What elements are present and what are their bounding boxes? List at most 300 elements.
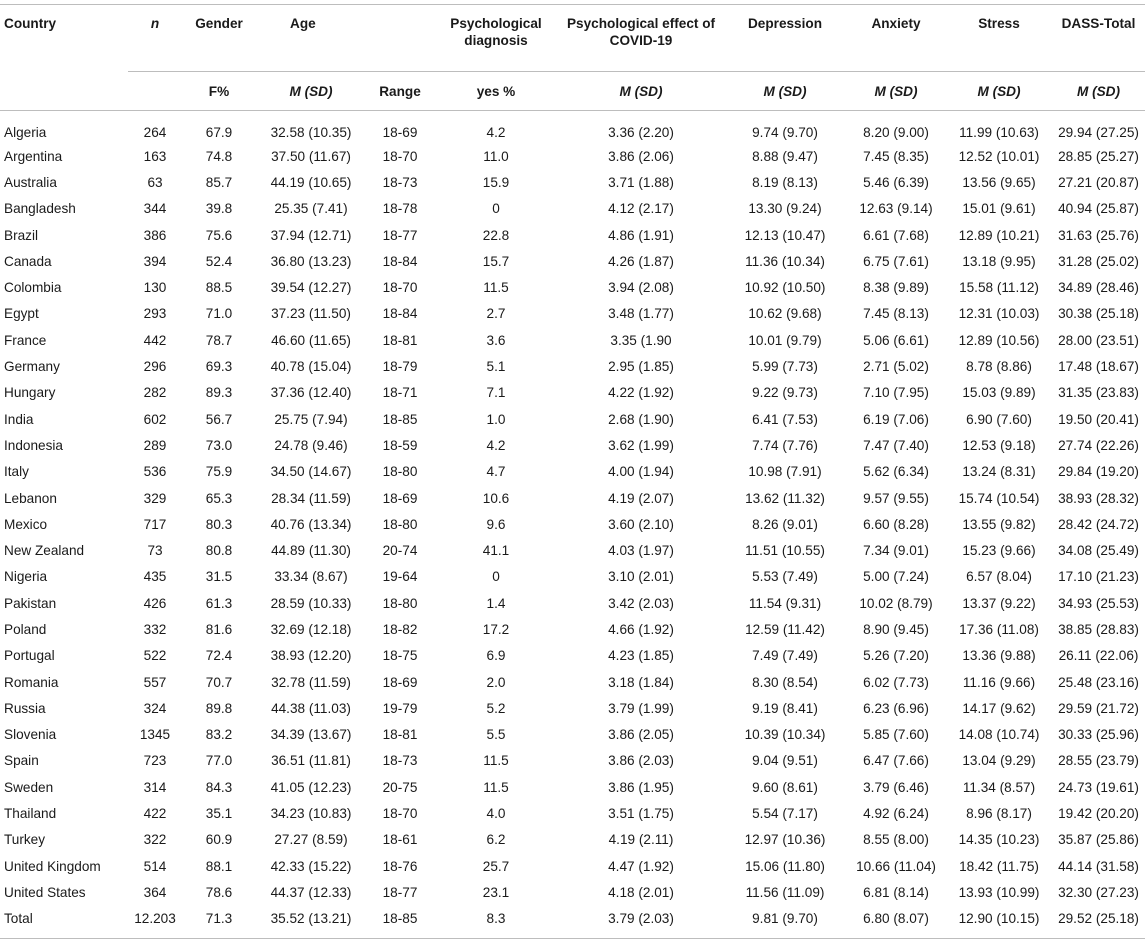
- cell-country: Russia: [4, 700, 46, 716]
- cell-country: Brazil: [4, 227, 38, 243]
- header-age: Age: [290, 16, 316, 31]
- cell-country: United States: [4, 884, 86, 900]
- cell-psych-effect: 2.68 (1.90): [608, 411, 674, 427]
- cell-n: 426: [143, 595, 167, 611]
- cell-depression: 7.49 (7.49): [752, 648, 818, 664]
- header-depression: Depression: [747, 16, 823, 31]
- cell-psych-effect: 3.60 (2.10): [608, 516, 674, 532]
- cell-psych-effect: 2.95 (1.85): [608, 359, 674, 375]
- cell-psych-diagnosis-yes: 22.8: [482, 227, 510, 243]
- cell-stress: 14.08 (10.74): [958, 727, 1040, 743]
- cell-gender-f-percent: 80.8: [205, 543, 233, 559]
- cell-country: Indonesia: [4, 437, 63, 453]
- cell-psych-effect: 3.86 (2.06): [608, 148, 674, 164]
- cell-psych-effect: 4.19 (2.11): [608, 832, 674, 848]
- cell-age-mean-sd: 25.75 (7.94): [274, 411, 348, 427]
- subheader-n-blank: [128, 72, 182, 111]
- cell-n: 63: [147, 174, 163, 190]
- subheader-gender: F%: [182, 72, 256, 111]
- cell-n: 723: [143, 753, 167, 769]
- cell-country: Portugal: [4, 648, 55, 664]
- cell-dass-total: 27.74 (22.26): [1058, 437, 1139, 453]
- cell-anxiety: 5.00 (7.24): [863, 569, 929, 585]
- cell-age-range: 19-79: [382, 700, 418, 716]
- cell-age-mean-sd: 41.05 (12.23): [270, 779, 352, 795]
- cell-age-mean-sd: 40.78 (15.04): [270, 359, 352, 375]
- cell-dass-total: 31.35 (23.83): [1058, 385, 1139, 401]
- cell-gender-f-percent: 89.3: [205, 385, 233, 401]
- cell-psych-diagnosis-yes: 4.0: [486, 806, 506, 822]
- cell-age-mean-sd: 34.39 (13.67): [270, 727, 352, 743]
- table-row: [0, 853, 1145, 879]
- cell-country: Sweden: [4, 779, 54, 795]
- cell-age-mean-sd: 32.78 (11.59): [271, 674, 351, 690]
- cell-n: 1345: [139, 727, 171, 743]
- header-gender: Gender: [195, 16, 243, 31]
- cell-country: Hungary: [4, 385, 56, 401]
- cell-age-range: 18-82: [382, 621, 418, 637]
- cell-gender-f-percent: 71.0: [205, 306, 233, 322]
- cell-age-range: 18-85: [382, 411, 418, 427]
- table-row: [0, 616, 1145, 642]
- cell-n: 557: [143, 674, 167, 690]
- cell-psych-effect: 4.00 (1.94): [608, 464, 674, 480]
- cell-psych-effect: 3.35 (1.90: [610, 332, 672, 348]
- cell-n: 314: [143, 779, 167, 795]
- cell-anxiety: 8.38 (9.89): [863, 280, 929, 296]
- cell-stress: 12.52 (10.01): [958, 148, 1040, 164]
- cell-dass-total: 29.94 (27.25): [1058, 124, 1139, 140]
- cell-dass-total: 38.85 (28.83): [1058, 621, 1139, 637]
- cell-psych-effect: 3.51 (1.75): [608, 806, 674, 822]
- cell-stress: 13.24 (8.31): [962, 464, 1036, 480]
- cell-age-range: 18-70: [382, 806, 418, 822]
- cell-stress: 8.96 (8.17): [966, 806, 1032, 822]
- cell-gender-f-percent: 88.5: [205, 280, 233, 296]
- cell-anxiety: 7.45 (8.35): [863, 148, 929, 164]
- cell-country: United Kingdom: [4, 858, 101, 874]
- cell-gender-f-percent: 80.3: [205, 516, 233, 532]
- cell-dass-total: 25.48 (23.16): [1058, 674, 1139, 690]
- cell-country: Nigeria: [4, 569, 48, 585]
- cell-psych-effect: 3.94 (2.08): [608, 280, 674, 296]
- cell-anxiety: 5.06 (6.61): [863, 332, 929, 348]
- cell-dass-total: 29.52 (25.18): [1058, 911, 1139, 927]
- cell-anxiety: 6.75 (7.61): [863, 253, 929, 269]
- header-n: n: [150, 16, 160, 31]
- cell-age-mean-sd: 37.36 (12.40): [270, 385, 352, 401]
- cell-country: Slovenia: [4, 727, 57, 743]
- cell-n: 332: [143, 621, 167, 637]
- cell-psych-diagnosis-yes: 1.0: [486, 411, 506, 427]
- cell-age-mean-sd: 39.54 (12.27): [270, 280, 352, 296]
- cell-psych-effect: 4.26 (1.87): [608, 253, 674, 269]
- cell-gender-f-percent: 73.0: [205, 437, 233, 453]
- cell-age-mean-sd: 37.50 (11.67): [271, 148, 351, 164]
- cell-dass-total: 28.42 (24.72): [1058, 516, 1139, 532]
- cell-anxiety: 4.92 (6.24): [863, 806, 929, 822]
- cell-depression: 15.06 (11.80): [745, 858, 825, 874]
- cell-depression: 5.53 (7.49): [752, 569, 818, 585]
- cell-dass-total: 40.94 (25.87): [1058, 201, 1139, 217]
- cell-dass-total: 34.08 (25.49): [1058, 543, 1139, 559]
- table-row: [0, 774, 1145, 800]
- cell-age-mean-sd: 27.27 (8.59): [274, 832, 348, 848]
- cell-dass-total: 17.10 (21.23): [1058, 569, 1139, 585]
- cell-n: 322: [143, 832, 167, 848]
- cell-age-mean-sd: 44.37 (12.33): [270, 884, 352, 900]
- cell-depression: 10.98 (7.91): [748, 464, 822, 480]
- cell-gender-f-percent: 77.0: [205, 753, 233, 769]
- cell-country: Canada: [4, 253, 52, 269]
- header-anxiety: Anxiety: [871, 16, 921, 31]
- subheader-stress: M (SD): [946, 72, 1052, 111]
- table-row: [0, 879, 1145, 905]
- cell-anxiety: 2.71 (5.02): [863, 359, 929, 375]
- cell-psych-diagnosis-yes: 4.2: [486, 437, 506, 453]
- subheader-dass-total: M (SD): [1052, 72, 1145, 111]
- cell-gender-f-percent: 39.8: [205, 201, 233, 217]
- cell-stress: 6.57 (8.04): [966, 569, 1032, 585]
- cell-age-range: 18-79: [382, 359, 418, 375]
- cell-age-range: 18-73: [382, 753, 418, 769]
- cell-stress: 13.93 (10.99): [958, 884, 1040, 900]
- cell-psych-diagnosis-yes: 11.5: [483, 280, 509, 296]
- cell-psych-effect: 4.19 (2.07): [608, 490, 674, 506]
- cell-gender-f-percent: 70.7: [205, 674, 233, 690]
- cell-gender-f-percent: 31.5: [205, 569, 233, 585]
- cell-psych-effect: 4.12 (2.17): [608, 201, 674, 217]
- cell-gender-f-percent: 78.6: [205, 884, 233, 900]
- cell-anxiety: 6.23 (6.96): [863, 700, 929, 716]
- table-row: [0, 353, 1145, 379]
- cell-depression: 8.30 (8.54): [752, 674, 818, 690]
- cell-psych-diagnosis-yes: 9.6: [486, 516, 506, 532]
- cell-age-range: 18-61: [382, 832, 418, 848]
- cell-psych-diagnosis-yes: 8.3: [486, 911, 506, 927]
- cell-psych-diagnosis-yes: 6.2: [486, 832, 506, 848]
- cell-gender-f-percent: 69.3: [205, 359, 233, 375]
- cell-anxiety: 5.62 (6.34): [863, 464, 929, 480]
- cell-country: New Zealand: [4, 543, 85, 559]
- cell-dass-total: 38.93 (28.32): [1058, 490, 1139, 506]
- table-row: [0, 248, 1145, 274]
- cell-psych-effect: 3.42 (2.03): [608, 595, 674, 611]
- cell-depression: 11.36 (10.34): [745, 253, 825, 269]
- cell-stress: 6.90 (7.60): [966, 411, 1032, 427]
- cell-stress: 17.36 (11.08): [959, 621, 1039, 637]
- cell-dass-total: 35.87 (25.86): [1058, 832, 1139, 848]
- cell-gender-f-percent: 81.6: [205, 621, 233, 637]
- cell-stress: 11.34 (8.57): [962, 779, 1036, 795]
- cell-anxiety: 6.02 (7.73): [863, 674, 929, 690]
- cell-psych-diagnosis-yes: 4.7: [486, 464, 506, 480]
- cell-gender-f-percent: 75.9: [205, 464, 233, 480]
- cell-stress: 12.89 (10.21): [958, 227, 1040, 243]
- cell-psych-diagnosis-yes: 17.2: [482, 621, 510, 637]
- cell-n: 514: [143, 858, 167, 874]
- cell-psych-effect: 3.71 (1.88): [608, 174, 674, 190]
- cell-n: 293: [143, 306, 167, 322]
- cell-n: 394: [143, 253, 167, 269]
- cell-age-range: 18-81: [382, 727, 418, 743]
- table-row: [0, 511, 1145, 537]
- cell-age-range: 18-78: [382, 201, 418, 217]
- table-header: [0, 5, 1145, 111]
- cell-stress: 12.90 (10.15): [958, 911, 1040, 927]
- cell-gender-f-percent: 75.6: [205, 227, 233, 243]
- cell-gender-f-percent: 84.3: [205, 779, 233, 795]
- table-row: [0, 432, 1145, 458]
- cell-country: France: [4, 332, 47, 348]
- cell-dass-total: 19.42 (20.20): [1058, 806, 1139, 822]
- cell-anxiety: 7.45 (8.13): [863, 306, 929, 322]
- cell-psych-diagnosis-yes: 11.5: [483, 779, 509, 795]
- cell-stress: 12.31 (10.03): [958, 306, 1040, 322]
- cell-country: Thailand: [4, 806, 57, 822]
- cell-psych-diagnosis-yes: 15.7: [482, 253, 510, 269]
- cell-country: Colombia: [4, 280, 62, 296]
- table-row: [0, 196, 1145, 222]
- cell-psych-effect: 4.23 (1.85): [608, 648, 674, 664]
- cell-country: Pakistan: [4, 595, 57, 611]
- table-row: [0, 459, 1145, 485]
- cell-age-mean-sd: 34.50 (14.67): [270, 464, 352, 480]
- cell-stress: 11.99 (10.63): [959, 124, 1039, 140]
- cell-n: 130: [143, 280, 167, 296]
- cell-age-range: 18-76: [382, 858, 418, 874]
- cell-depression: 12.97 (10.36): [744, 832, 826, 848]
- cell-psych-effect: 3.79 (2.03): [608, 911, 674, 927]
- cell-age-mean-sd: 34.23 (10.83): [270, 806, 352, 822]
- cell-depression: 11.56 (11.09): [745, 884, 825, 900]
- cell-age-range: 18-85: [382, 911, 418, 927]
- table-row: [0, 827, 1145, 853]
- cell-psych-effect: 3.48 (1.77): [608, 306, 674, 322]
- table-row: [0, 143, 1145, 169]
- cell-n: 602: [143, 411, 167, 427]
- cell-age-mean-sd: 28.59 (10.33): [270, 595, 352, 611]
- header-country: Country: [4, 16, 57, 31]
- header-psych-diagnosis: Psychological diagnosis: [450, 16, 542, 48]
- header-row: [0, 5, 1145, 72]
- cell-n: 717: [143, 516, 167, 532]
- cell-psych-effect: 3.62 (1.99): [608, 437, 674, 453]
- cell-gender-f-percent: 74.8: [205, 148, 233, 164]
- cell-dass-total: 28.00 (23.51): [1058, 332, 1139, 348]
- table-row: [0, 222, 1145, 248]
- cell-psych-diagnosis-yes: 4.2: [486, 124, 506, 140]
- cell-n: 296: [143, 359, 167, 375]
- table-row-total: [0, 906, 1145, 939]
- cell-age-range: 19-64: [382, 569, 418, 585]
- cell-age-mean-sd: 35.52 (13.21): [270, 911, 352, 927]
- cell-age-mean-sd: 44.19 (10.65): [270, 174, 352, 190]
- cell-psych-effect: 4.22 (1.92): [608, 385, 674, 401]
- cell-depression: 12.13 (10.47): [744, 227, 826, 243]
- cell-depression: 5.99 (7.73): [752, 359, 818, 375]
- cell-anxiety: 6.81 (8.14): [863, 884, 929, 900]
- cell-age-mean-sd: 40.76 (13.34): [270, 516, 352, 532]
- cell-dass-total: 44.14 (31.58): [1058, 858, 1139, 874]
- header-age-spacer: [366, 5, 434, 72]
- cell-age-mean-sd: 37.94 (12.71): [270, 227, 352, 243]
- cell-n: 282: [143, 385, 167, 401]
- cell-dass-total: 29.84 (19.20): [1058, 464, 1139, 480]
- cell-anxiety: 9.57 (9.55): [863, 490, 929, 506]
- cell-country: Spain: [4, 753, 39, 769]
- header-dass-total: DASS-Total: [1061, 16, 1136, 31]
- table-body: [0, 111, 1145, 939]
- cell-country: Germany: [4, 359, 60, 375]
- header-psych-effect: Psychological effect of COVID-19: [566, 16, 716, 48]
- cell-age-range: 18-84: [382, 253, 418, 269]
- cell-depression: 10.39 (10.34): [744, 727, 826, 743]
- cell-age-range: 18-81: [382, 332, 418, 348]
- cell-depression: 9.60 (8.61): [752, 779, 818, 795]
- cell-gender-f-percent: 60.9: [205, 832, 233, 848]
- cell-anxiety: 7.34 (9.01): [863, 543, 929, 559]
- cell-psych-effect: 4.86 (1.91): [608, 227, 674, 243]
- cell-stress: 8.78 (8.86): [966, 359, 1032, 375]
- cell-anxiety: 8.20 (9.00): [863, 124, 929, 140]
- cell-n: 536: [143, 464, 167, 480]
- cell-psych-effect: 3.86 (2.03): [608, 753, 674, 769]
- cell-psych-effect: 3.10 (2.01): [608, 569, 674, 585]
- cell-age-mean-sd: 36.51 (11.81): [271, 753, 351, 769]
- cell-dass-total: 24.73 (19.61): [1058, 779, 1139, 795]
- cell-depression: 8.26 (9.01): [752, 516, 818, 532]
- cell-depression: 9.22 (9.73): [752, 385, 818, 401]
- cell-age-mean-sd: 38.93 (12.20): [270, 648, 352, 664]
- cell-depression: 9.19 (8.41): [752, 700, 818, 716]
- table-row: [0, 590, 1145, 616]
- cell-age-mean-sd: 32.58 (10.35): [270, 124, 352, 140]
- cell-gender-f-percent: 85.7: [205, 174, 233, 190]
- table-row: [0, 800, 1145, 826]
- table-row: [0, 722, 1145, 748]
- cell-age-range: 18-71: [382, 385, 418, 401]
- cell-dass-total: 27.21 (20.87): [1058, 174, 1139, 190]
- cell-anxiety: 8.90 (9.45): [863, 621, 929, 637]
- cell-country: India: [4, 411, 34, 427]
- cell-n: 422: [143, 806, 167, 822]
- cell-psych-effect: 3.36 (2.20): [608, 124, 674, 140]
- table-row: [0, 327, 1145, 353]
- cell-anxiety: 10.02 (8.79): [859, 595, 933, 611]
- cell-depression: 5.54 (7.17): [752, 806, 818, 822]
- cell-anxiety: 6.47 (7.66): [863, 753, 929, 769]
- cell-n: 12.203: [134, 911, 176, 927]
- cell-depression: 7.74 (7.76): [752, 437, 818, 453]
- cell-psych-diagnosis-yes: 5.1: [486, 359, 506, 375]
- cell-stress: 13.55 (9.82): [962, 516, 1036, 532]
- cell-age-range: 18-77: [382, 884, 418, 900]
- cell-dass-total: 34.89 (28.46): [1058, 280, 1139, 296]
- table-row: [0, 669, 1145, 695]
- cell-age-range: 18-80: [382, 464, 418, 480]
- header-stress: Stress: [978, 16, 1020, 31]
- cell-psych-effect: 4.03 (1.97): [608, 543, 674, 559]
- table-row: [0, 695, 1145, 721]
- cell-country: Total: [4, 911, 33, 927]
- cell-n: 324: [143, 700, 167, 716]
- cell-age-range: 20-74: [382, 543, 418, 559]
- cell-n: 329: [143, 490, 167, 506]
- cell-age-range: 20-75: [382, 779, 418, 795]
- cell-gender-f-percent: 67.9: [205, 124, 233, 140]
- cell-age-mean-sd: 32.69 (12.18): [270, 621, 352, 637]
- table-row: [0, 406, 1145, 432]
- cell-gender-f-percent: 61.3: [205, 595, 233, 611]
- cell-age-range: 18-80: [382, 595, 418, 611]
- cell-country: Australia: [4, 174, 57, 190]
- cell-anxiety: 5.85 (7.60): [863, 727, 929, 743]
- cell-country: Egypt: [4, 306, 39, 322]
- cell-psych-diagnosis-yes: 2.7: [486, 306, 506, 322]
- cell-depression: 10.01 (9.79): [748, 332, 822, 348]
- cell-depression: 10.62 (9.68): [748, 306, 822, 322]
- table-row: [0, 537, 1145, 563]
- cell-age-mean-sd: 33.34 (8.67): [274, 569, 348, 585]
- cell-stress: 15.03 (9.89): [962, 385, 1036, 401]
- cell-country: Bangladesh: [4, 201, 76, 217]
- cell-psych-diagnosis-yes: 25.7: [482, 858, 510, 874]
- cell-psych-effect: 3.18 (1.84): [608, 674, 674, 690]
- subheader-depression: M (SD): [724, 72, 846, 111]
- cell-dass-total: 31.63 (25.76): [1058, 227, 1139, 243]
- cell-gender-f-percent: 89.8: [205, 700, 233, 716]
- cell-age-range: 18-73: [382, 174, 418, 190]
- cell-psych-diagnosis-yes: 0: [492, 201, 500, 217]
- cell-psych-effect: 4.66 (1.92): [608, 621, 674, 637]
- cell-country: Algeria: [4, 124, 47, 140]
- cell-psych-diagnosis-yes: 7.1: [486, 385, 506, 401]
- cell-psych-effect: 3.86 (2.05): [608, 727, 674, 743]
- cell-psych-diagnosis-yes: 41.1: [482, 543, 510, 559]
- cell-age-mean-sd: 25.35 (7.41): [274, 201, 348, 217]
- cell-psych-diagnosis-yes: 5.5: [486, 727, 506, 743]
- cell-anxiety: 6.61 (7.68): [863, 227, 929, 243]
- cell-age-mean-sd: 24.78 (9.46): [274, 437, 348, 453]
- cell-stress: 13.36 (9.88): [962, 648, 1036, 664]
- cell-age-range: 18-77: [382, 227, 418, 243]
- cell-n: 522: [143, 648, 167, 664]
- cell-stress: 15.23 (9.66): [962, 543, 1036, 559]
- table-row: [0, 111, 1145, 144]
- cell-anxiety: 5.46 (6.39): [863, 174, 929, 190]
- table-row: [0, 564, 1145, 590]
- cell-stress: 13.04 (9.29): [962, 753, 1036, 769]
- cell-n: 264: [143, 124, 167, 140]
- cell-dass-total: 30.33 (25.96): [1058, 727, 1139, 743]
- cell-n: 344: [143, 201, 167, 217]
- cell-dass-total: 17.48 (18.67): [1058, 359, 1139, 375]
- cell-gender-f-percent: 65.3: [205, 490, 233, 506]
- cell-dass-total: 28.85 (25.27): [1058, 148, 1139, 164]
- cell-gender-f-percent: 56.7: [205, 411, 233, 427]
- cell-psych-diagnosis-yes: 6.9: [486, 648, 506, 664]
- cell-country: Argentina: [4, 148, 63, 164]
- cell-stress: 12.53 (9.18): [962, 437, 1036, 453]
- cell-age-range: 18-84: [382, 306, 418, 322]
- cell-depression: 13.30 (9.24): [748, 201, 822, 217]
- subheader-age-m: M (SD): [256, 72, 366, 111]
- cell-anxiety: 7.10 (7.95): [863, 385, 929, 401]
- cell-dass-total: 26.11 (22.06): [1058, 648, 1139, 664]
- cell-depression: 6.41 (7.53): [752, 411, 818, 427]
- cell-anxiety: 10.66 (11.04): [856, 858, 936, 874]
